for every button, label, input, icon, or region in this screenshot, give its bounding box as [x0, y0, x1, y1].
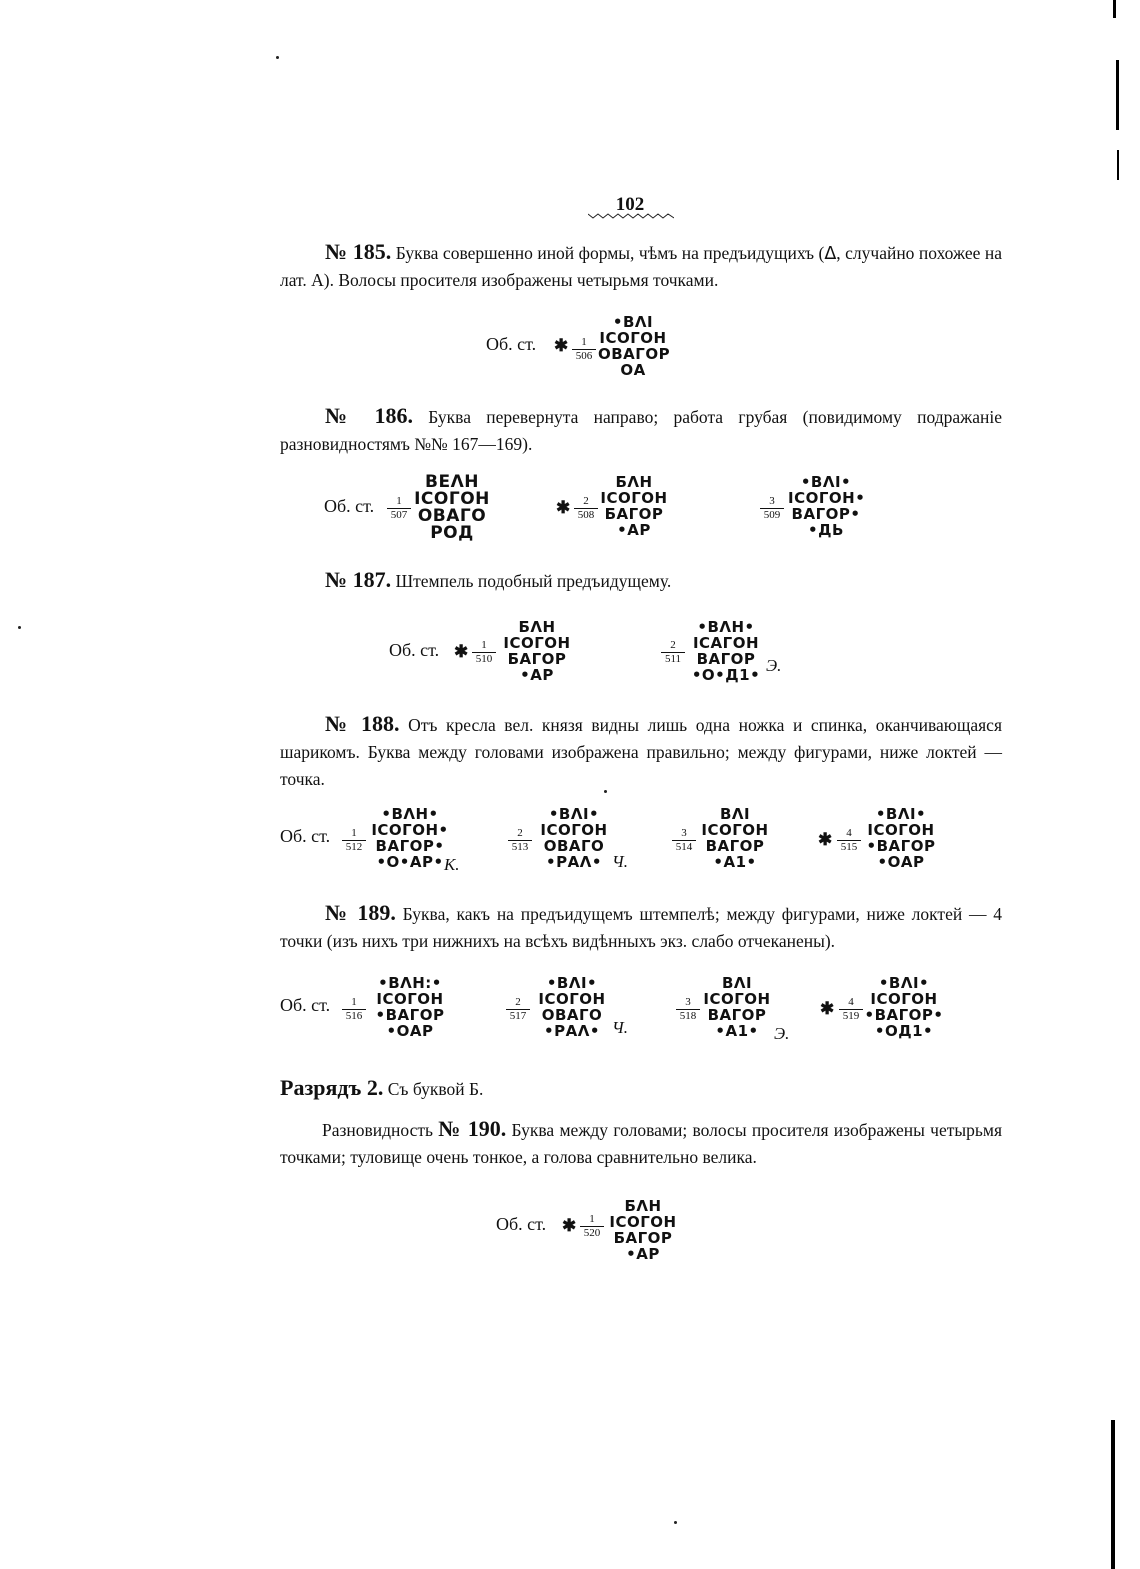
paragraph-text: Отъ кресла вел. князя видны лишь одна ножка и спинка, оканчивающаяся шарикомъ. Буква между головами изображена правильно; между фигурами, ниже локтей — точка.	[280, 715, 1002, 789]
entry-number: № 190.	[438, 1116, 507, 1141]
paragraph-189	[280, 899, 1002, 955]
coin-legend: ВЕΛН ІСОГОН ОВАГО РОД	[414, 472, 490, 543]
paragraph-185	[280, 238, 1002, 294]
obverse-label: Об. ст.	[324, 496, 375, 516]
obverse-label: Об. ст.	[280, 826, 331, 846]
section-title: Разрядъ 2.	[280, 1075, 384, 1100]
entry-number: № 186.	[325, 403, 413, 428]
specimen-fraction: $\frac{2}{511}$	[661, 640, 685, 665]
specimen-fraction: $\frac{1}{510}$	[472, 640, 496, 665]
specimen-fraction: $\frac{2}{517}$	[506, 997, 530, 1022]
coin-legend: •ВΛІ• ІСОГОН• ВАГОР• •ДЬ	[788, 473, 866, 539]
specimen-fraction: $\frac{1}{520}$	[580, 1214, 604, 1239]
specimen-fraction: $\frac{4}{515}$	[837, 828, 861, 853]
paragraph-187	[280, 566, 1002, 595]
specimen-fraction: $\frac{3}{514}$	[672, 828, 696, 853]
coin-legend: •ВΛІ• ІСОГОН ОВАГО •РАΛ•	[538, 974, 606, 1040]
star-mark: ✱	[556, 498, 571, 517]
paragraph-text: Буква перевернута направо; работа грубая (повидимому подражаніе разновидностямъ №№ 167—169).	[280, 407, 1002, 454]
specimen-note: К.	[444, 855, 460, 874]
paragraph-text: Штемпель подобный предъидущему.	[391, 571, 672, 591]
specimen-note: Э.	[774, 1024, 790, 1043]
obverse-label: Об. ст.	[486, 334, 537, 354]
specimen-fraction: $\frac{1}{506}$	[572, 337, 596, 362]
coin-legend: •ВΛІ ІСОГОН ОВАГОР ОА	[598, 313, 671, 379]
specimen-fraction: $\frac{4}{519}$	[839, 997, 863, 1022]
paragraph-186	[280, 402, 1002, 458]
page-number-ornament	[588, 213, 674, 219]
section-heading	[280, 1075, 483, 1101]
scan-speck	[18, 626, 21, 629]
page-number: 102	[615, 194, 645, 215]
star-mark: ✱	[818, 830, 833, 849]
coin-legend: •ВΛІ• ІСОГОН ОВАГО •РАΛ•	[540, 805, 608, 871]
paragraph-prefix: Разновидность	[322, 1120, 439, 1140]
entry-number: № 185.	[325, 239, 392, 264]
star-mark: ✱	[454, 642, 469, 661]
scan-edge-line	[1117, 150, 1119, 180]
section-subtitle: Съ буквой Б.	[383, 1079, 484, 1099]
paragraph-text: Буква, какъ на предъидущемъ штемпелѣ; между фигурами, ниже локтей — 4 точки (изъ нихъ три нижнихъ на всѣхъ видѣнныхъ экз. слабо отчеканены).	[280, 904, 1002, 951]
scan-edge-line	[1116, 60, 1119, 130]
specimen-fraction: $\frac{2}{513}$	[508, 828, 532, 853]
paragraph-190	[280, 1115, 1002, 1171]
star-mark: ✱	[562, 1216, 577, 1235]
coin-legend: •ВΛІ• ІСОГОН •ВАГОР •ОАР	[866, 805, 936, 871]
scan-speck	[276, 56, 279, 59]
entry-number: № 189.	[325, 900, 396, 925]
paragraph-188	[280, 710, 1002, 793]
paragraph-text: Буква между головами; волосы просителя изображены четырьмя точками; туловище очень тонкое, а голова сравнительно велика.	[280, 1120, 1002, 1167]
specimen-fraction: $\frac{3}{509}$	[760, 496, 784, 521]
paragraph-text: Буква совершенно иной формы, чѣмъ на предъидущихъ (ᐃ, случайно похожее на лат. A). Волосы просителя изображены четырьмя точками.	[280, 243, 1002, 290]
obverse-label: Об. ст.	[496, 1214, 547, 1234]
scan-speck	[674, 1521, 677, 1524]
coin-legend: •ВΛН• ІСОГОН• ВАГОР• •О•АР•	[371, 805, 449, 871]
star-mark: ✱	[820, 999, 835, 1018]
scan-edge-line	[1113, 0, 1116, 18]
entry-number: № 188.	[325, 711, 400, 736]
coin-legend: БΛН ІСОГОН БАГОР •АР	[600, 473, 668, 539]
specimen-fraction: $\frac{2}{508}$	[574, 496, 598, 521]
specimen-note: Э.	[766, 656, 782, 675]
coin-legend: ВΛІ ІСОГОН ВАГОР •А1•	[703, 974, 771, 1040]
coin-legend: БΛН ІСОГОН БАГОР •АР	[503, 618, 571, 684]
specimen-fraction: $\frac{1}{516}$	[342, 997, 366, 1022]
coin-legend: ВΛІ ІСОГОН ВАГОР •А1•	[701, 805, 769, 871]
obverse-label: Об. ст.	[280, 995, 331, 1015]
specimen-note: Ч.	[612, 852, 628, 871]
obverse-label: Об. ст.	[389, 640, 440, 660]
star-mark: ✱	[554, 336, 569, 355]
scan-edge-line	[1111, 1420, 1115, 1569]
specimen-note: Ч.	[612, 1018, 628, 1037]
coin-legend: •ВΛН:• ІСОГОН •ВАГОР •ОАР	[375, 974, 445, 1040]
coin-legend: •ВΛІ• ІСОГОН •ВАГОР• •ОД1•	[864, 974, 944, 1040]
specimen-fraction: $\frac{3}{518}$	[676, 997, 700, 1022]
specimen-fraction: $\frac{1}{507}$	[387, 496, 411, 521]
coin-legend: •ВΛН• ІСАГОН ВАГОР •О•Д1•	[691, 618, 761, 684]
specimen-fraction: $\frac{1}{512}$	[342, 828, 366, 853]
entry-number: № 187.	[325, 567, 392, 592]
coin-legend: БΛН ІСОГОН БАГОР •АР	[609, 1197, 677, 1263]
